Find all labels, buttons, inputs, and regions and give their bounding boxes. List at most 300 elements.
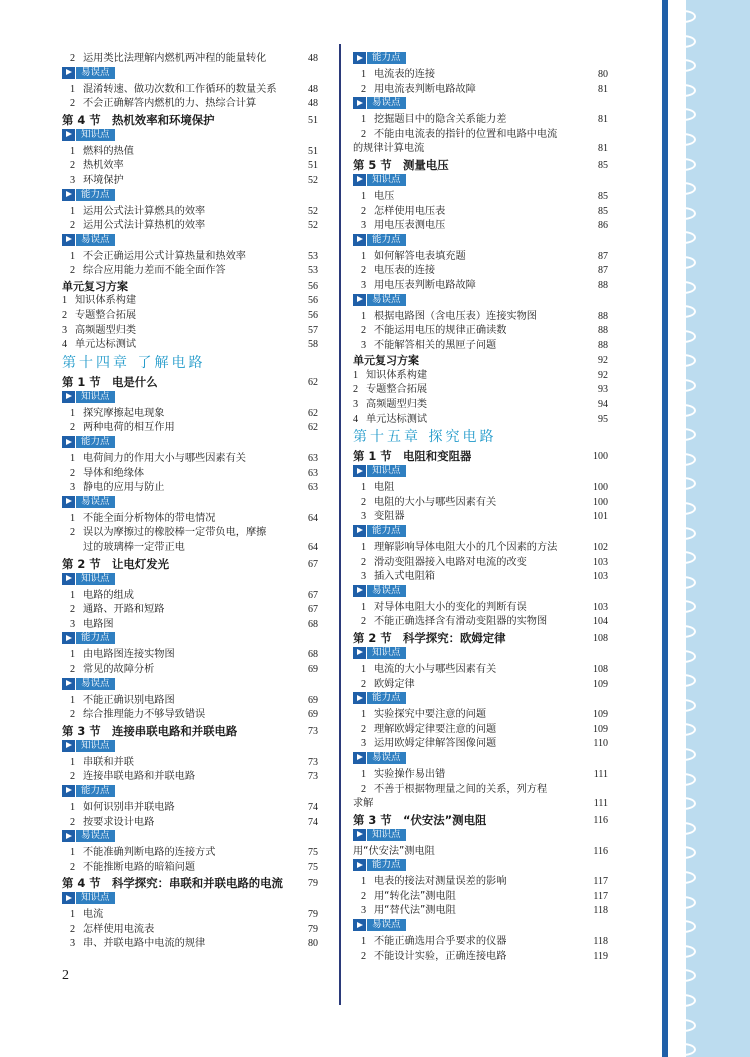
entry-text-group: [353, 723, 496, 738]
entry-text-group: [62, 467, 144, 482]
entry-text-group: [62, 294, 136, 309]
page-ref: 64: [308, 512, 318, 524]
tag-label: 易误点: [367, 294, 406, 306]
play-arrow-icon: [62, 632, 75, 644]
entry-text-group: [353, 190, 394, 205]
column-divider: [339, 44, 341, 1005]
category-tag: [62, 234, 318, 250]
entry-text-group: [353, 510, 405, 525]
binder-ring: [670, 822, 696, 835]
tag-group: [353, 647, 406, 659]
tag-label: 能力点: [367, 52, 406, 64]
tag-group: [62, 189, 115, 201]
toc-entry: [353, 890, 608, 905]
toc-entry: [62, 52, 318, 67]
page-ref: 101: [593, 511, 608, 523]
entry-number: 3: [69, 618, 76, 630]
entry-number: 1: [360, 541, 367, 553]
page-ref: 52: [308, 174, 318, 186]
page-ref: 87: [598, 250, 608, 262]
page-ref: 104: [593, 616, 608, 628]
entry-text-group: [353, 68, 435, 83]
entry-number: 1: [69, 756, 76, 768]
category-tag: [62, 830, 318, 846]
category-tag: [353, 829, 608, 845]
toc-entry: [353, 570, 608, 585]
entry-title: 电路图: [83, 618, 114, 630]
entry-text-group: [62, 861, 195, 876]
page-ref: 69: [308, 663, 318, 675]
entry-text-group: [353, 737, 496, 752]
entry-title: 变阻器: [374, 511, 405, 523]
entry-title: 由电路图连接实物图: [83, 649, 175, 661]
section-heading: [353, 157, 608, 174]
toc-entry: [353, 950, 608, 965]
entry-title: 怎样使用电压表: [374, 205, 446, 217]
toc-entry: [62, 694, 318, 709]
entry-text-group: [353, 83, 476, 98]
category-tag: [62, 391, 318, 407]
entry-number: 3: [360, 905, 367, 917]
toc-entry: [62, 756, 318, 771]
entry-title: 实验操作易出错: [374, 768, 446, 780]
tag-label: 易误点: [76, 678, 115, 690]
page-ref: 100: [593, 496, 608, 508]
entry-title: 探究摩擦起电现象: [83, 407, 165, 419]
page-ref: 69: [308, 709, 318, 721]
toc-entry: [353, 83, 608, 98]
category-tag: [62, 496, 318, 512]
category-tag: [353, 525, 608, 541]
toc-entry: [353, 481, 608, 496]
page-ref: 100: [593, 482, 608, 494]
page-ref: 52: [308, 220, 318, 232]
page-ref: 56: [308, 310, 318, 322]
entry-number: 2: [353, 384, 359, 396]
entry-title: 第 3 节 “伏安法”测电阻: [353, 812, 487, 827]
toc-entry: [353, 556, 608, 571]
entry-text-group: [353, 339, 496, 354]
tag-group: [353, 174, 406, 186]
entry-title: 不善于根据物理量之间的关系，列方程: [374, 783, 548, 795]
unit-review-heading: [353, 353, 608, 369]
entry-number: 2: [69, 663, 76, 675]
entry-title: 单元达标测试: [75, 339, 137, 351]
entry-text-group: [62, 452, 246, 467]
entry-number: 2: [69, 527, 76, 539]
entry-text-group: [62, 512, 215, 527]
entry-title: 欧姆定律: [374, 678, 415, 690]
entry-text-group: [353, 324, 506, 339]
section-heading: [62, 374, 318, 391]
page-ref: 103: [593, 601, 608, 613]
entry-text-group: [62, 937, 205, 952]
toc-entry: [353, 310, 608, 325]
toc-entry: [353, 615, 608, 630]
tag-group: [62, 740, 115, 752]
entry-title: 误以为摩擦过的橡胶棒一定带负电，摩擦: [83, 527, 267, 539]
entry-text-group: [62, 145, 134, 160]
entry-text-group: [62, 708, 205, 723]
toc-entry: [62, 145, 318, 160]
entry-text-group: [353, 630, 506, 647]
play-arrow-icon: [62, 496, 75, 508]
tag-label: 知识点: [76, 129, 115, 141]
tag-label: 易误点: [367, 919, 406, 931]
entry-text-group: [62, 264, 226, 279]
category-tag: [353, 585, 608, 601]
entry-title: 连接串联电路和并联电路: [83, 771, 196, 783]
review-item: [353, 398, 608, 413]
entry-number: 1: [69, 909, 76, 921]
toc-entry: [353, 264, 608, 279]
page-ref: 58: [308, 339, 318, 351]
entry-number: 3: [69, 938, 76, 950]
entry-number: 2: [360, 128, 367, 140]
entry-number: 3: [69, 482, 76, 494]
entry-text-group: [353, 496, 496, 511]
play-arrow-icon: [353, 294, 366, 306]
page-ref: 92: [598, 355, 608, 367]
entry-title: 求解: [353, 798, 374, 810]
category-tag: [62, 785, 318, 801]
entry-title: 运用类比法理解内燃机两冲程的能量转化: [83, 53, 267, 64]
entry-text-group: [353, 950, 506, 965]
toc-entry: [62, 861, 318, 876]
play-arrow-icon: [353, 647, 366, 659]
entry-text-group: [62, 52, 266, 67]
entry-title: 知识体系构建: [366, 369, 428, 381]
entry-title: 热机效率: [83, 160, 124, 172]
play-arrow-icon: [62, 573, 75, 585]
entry-number: 1: [69, 589, 76, 601]
toc-entry: [62, 219, 318, 234]
play-arrow-icon: [62, 391, 75, 403]
entry-number: 1: [353, 369, 359, 381]
category-tag: [353, 859, 608, 875]
toc-entry: [62, 770, 318, 785]
entry-text-group: [353, 663, 496, 678]
entry-number: 2: [360, 556, 367, 568]
entry-text-group: [353, 845, 435, 860]
category-tag: [62, 129, 318, 145]
entry-title: 综合推理能力不够导致错误: [83, 709, 206, 721]
entry-number: 1: [360, 601, 367, 613]
page-ref: 81: [598, 114, 608, 126]
entry-text-group: [353, 935, 506, 950]
page-ref: 67: [308, 604, 318, 616]
entry-number: 1: [360, 876, 367, 888]
entry-title: 运用欧姆定律解答图像问题: [374, 738, 497, 750]
entry-title: 根据电路图（含电压表）连接实物图: [374, 310, 537, 322]
entry-number: 1: [69, 694, 76, 706]
entry-text-group: [62, 159, 124, 174]
entry-title: 电表的接法对测量误差的影响: [374, 876, 507, 888]
binder-ring: [670, 453, 696, 466]
entry-title: 知识体系构建: [75, 295, 137, 307]
entry-title: 第 2 节 科学探究：欧姆定律: [353, 630, 506, 645]
category-tag: [62, 678, 318, 694]
page-ref: 69: [308, 694, 318, 706]
entry-title: 怎样使用电流表: [83, 923, 155, 935]
tag-label: 能力点: [367, 234, 406, 246]
page-ref: 63: [308, 482, 318, 494]
section-heading: [353, 448, 608, 465]
entry-number: 2: [360, 678, 367, 690]
category-tag: [62, 436, 318, 452]
entry-text-group: [353, 797, 373, 812]
toc-entry: [62, 801, 318, 816]
page-ref: 95: [598, 413, 608, 425]
toc-entry: [353, 601, 608, 616]
entry-text-group: [353, 601, 527, 616]
entry-title: 不能运用电压的规律正确读数: [374, 325, 507, 337]
entry-number: 3: [353, 399, 359, 410]
category-tag: [62, 573, 318, 589]
entry-title: 第 1 节 电是什么: [62, 374, 158, 389]
page-ref: 48: [308, 98, 318, 110]
play-arrow-icon: [62, 785, 75, 797]
section-heading: [353, 812, 608, 829]
tag-label: 能力点: [76, 785, 115, 797]
entry-number: 1: [69, 250, 76, 262]
entry-title: 滑动变阻器接入电路对电流的改变: [374, 556, 527, 568]
page-ref: 80: [308, 938, 318, 950]
play-arrow-icon: [62, 67, 75, 79]
category-tag: [353, 647, 608, 663]
entry-title: 用电压表判断电路故障: [374, 279, 476, 291]
toc-entry: [353, 708, 608, 723]
review-item: [353, 383, 608, 398]
tag-label: 知识点: [76, 740, 115, 752]
page-ref: 48: [308, 53, 318, 64]
entry-text-group: [62, 338, 136, 353]
page-ref: 85: [598, 190, 608, 202]
tag-group: [353, 525, 406, 537]
entry-title: 如何识别串并联电路: [83, 801, 175, 813]
play-arrow-icon: [62, 678, 75, 690]
entry-number: 1: [360, 250, 367, 262]
entry-text-group: [353, 875, 506, 890]
entry-title: 串联和并联: [83, 756, 134, 768]
entry-number: 2: [360, 723, 367, 735]
entry-number: 1: [69, 145, 76, 157]
entry-title: 过的玻璃棒一定带正电: [83, 541, 185, 553]
page-ref: 79: [308, 923, 318, 935]
review-item: [62, 309, 318, 324]
page-ref: 86: [598, 220, 608, 232]
toc-entry: [62, 250, 318, 265]
page-ref: 81: [598, 83, 608, 95]
play-arrow-icon: [353, 525, 366, 537]
play-arrow-icon: [353, 234, 366, 246]
entry-title: 按要求设计电路: [83, 816, 155, 828]
entry-number: 2: [360, 83, 367, 95]
page-ref: 100: [593, 451, 608, 463]
page-ref: 56: [308, 280, 318, 292]
page-ref: 64: [308, 541, 318, 553]
entry-title: 用电流表判断电路故障: [374, 83, 476, 95]
entry-title: 导体和绝缘体: [83, 467, 145, 479]
page-ref: 103: [593, 571, 608, 583]
entry-number: 1: [360, 663, 367, 675]
toc-entry-continued: [353, 142, 608, 157]
entry-text-group: [353, 768, 445, 783]
entry-text-group: [353, 279, 476, 294]
entry-text-group: [83, 541, 185, 556]
entry-title: 第 1 节 电阻和变阻器: [353, 449, 472, 464]
entry-text-group: [62, 309, 136, 324]
entry-number: 2: [69, 923, 76, 935]
page-ref: 111: [593, 768, 608, 780]
page-ref: 62: [308, 407, 318, 419]
entry-text-group: [353, 890, 456, 905]
page-ref: 79: [308, 878, 318, 890]
entry-title: 电流: [83, 909, 104, 921]
entry-text-group: [62, 846, 215, 861]
toc-right-column: [353, 52, 608, 964]
toc-entry: [353, 219, 608, 234]
entry-number: 1: [69, 407, 76, 419]
page-ref: 88: [598, 339, 608, 351]
entry-number: 1: [360, 69, 367, 80]
review-item: [62, 338, 318, 353]
entry-number: 2: [69, 422, 76, 434]
entry-number: 2: [69, 771, 76, 783]
entry-title: 不能设计实验，正确连接电路: [374, 950, 507, 962]
entry-number: 2: [360, 890, 367, 902]
page-ref: 80: [598, 69, 608, 80]
page-ref: 63: [308, 453, 318, 464]
page-ref: 73: [308, 771, 318, 783]
entry-number: 2: [360, 205, 367, 217]
entry-text-group: [353, 383, 427, 398]
tag-group: [62, 830, 115, 842]
page-ref: 56: [308, 295, 318, 307]
page-ref: 74: [308, 801, 318, 813]
entry-number: 2: [360, 616, 367, 628]
tag-group: [353, 585, 406, 597]
entry-text-group: [62, 816, 154, 831]
page-ref: 68: [308, 618, 318, 630]
tag-group: [353, 294, 406, 306]
toc-entry: [353, 190, 608, 205]
toc-entry: [353, 541, 608, 556]
category-tag: [353, 465, 608, 481]
tag-label: 知识点: [367, 829, 406, 841]
entry-title: 不会正确解答内燃机的力、热综合计算: [83, 98, 257, 110]
entry-title: 燃料的热值: [83, 145, 134, 157]
toc-entry: [62, 407, 318, 422]
toc-entry: [353, 339, 608, 354]
entry-number: 2: [69, 604, 76, 616]
page-ref: 110: [593, 738, 608, 750]
page-ref: 53: [308, 250, 318, 262]
page-ref: 52: [308, 205, 318, 217]
toc-entry: [62, 264, 318, 279]
entry-number: 1: [360, 310, 367, 322]
play-arrow-icon: [62, 740, 75, 752]
entry-text-group: [353, 556, 527, 571]
play-arrow-icon: [62, 189, 75, 201]
tag-label: 易误点: [76, 67, 115, 79]
page-ref: 51: [308, 145, 318, 157]
entry-text-group: [62, 756, 134, 771]
entry-title: 串、并联电路中电流的规律: [83, 938, 206, 950]
entry-text-group: [353, 812, 486, 829]
binder-ring: [670, 281, 696, 294]
category-tag: [353, 919, 608, 935]
entry-number: 2: [69, 861, 76, 873]
toc-entry: [62, 908, 318, 923]
entry-title: 不能正确识别电路图: [83, 694, 175, 706]
page-ref: 109: [593, 709, 608, 721]
entry-title: 电阻: [374, 482, 395, 494]
toc-left-column: [62, 52, 318, 952]
binder-ring: [670, 994, 696, 1007]
tag-group: [353, 752, 406, 764]
page-ref: 88: [598, 310, 608, 322]
play-arrow-icon: [62, 830, 75, 842]
entry-title: 电压: [374, 190, 395, 202]
page-ref: 88: [598, 279, 608, 291]
review-item: [62, 324, 318, 339]
review-item: [62, 294, 318, 309]
page-ref: 85: [598, 159, 608, 171]
entry-title: 第 4 节 科学探究：串联和并联电路的电流: [62, 876, 283, 891]
toc-entry: [353, 68, 608, 83]
tag-label: 易误点: [76, 496, 115, 508]
play-arrow-icon: [353, 174, 366, 186]
tag-label: 易误点: [367, 97, 406, 109]
entry-text-group: [353, 113, 506, 128]
entry-text-group: [353, 615, 547, 630]
page-ref: 93: [598, 384, 608, 396]
entry-text-group: [62, 112, 215, 129]
toc-entry: [62, 526, 318, 541]
entry-number: 1: [69, 83, 76, 95]
entry-number: 2: [360, 265, 367, 277]
toc-entry: [62, 618, 318, 633]
side-decoration-band: [686, 0, 750, 1057]
entry-text-group: [62, 374, 158, 391]
entry-title: 高频题型归类: [366, 399, 428, 410]
entry-text-group: [62, 908, 103, 923]
tag-label: 易误点: [76, 234, 115, 246]
review-item: [353, 369, 608, 384]
entry-title: 电流的大小与哪些因素有关: [374, 663, 497, 675]
entry-text-group: [62, 219, 205, 234]
tag-group: [353, 859, 406, 871]
page-ref: 63: [308, 467, 318, 479]
chapter-title: 第十五章 探究电路: [353, 429, 497, 446]
entry-text-group: [62, 801, 175, 816]
tag-group: [62, 67, 115, 79]
entry-number: 2: [62, 310, 68, 322]
entry-title: 电流表的连接: [374, 69, 436, 80]
entry-text-group: [353, 481, 394, 496]
toc-entry: [62, 83, 318, 98]
entry-number: 3: [69, 174, 76, 186]
toc-entry: [353, 279, 608, 294]
entry-number: 2: [69, 709, 76, 721]
entry-title: 用“转化法”测电阻: [374, 890, 456, 902]
entry-number: 1: [360, 709, 367, 721]
toc-entry: [353, 113, 608, 128]
entry-number: 2: [360, 325, 367, 337]
tag-group: [353, 829, 406, 841]
toc-entry: [62, 159, 318, 174]
